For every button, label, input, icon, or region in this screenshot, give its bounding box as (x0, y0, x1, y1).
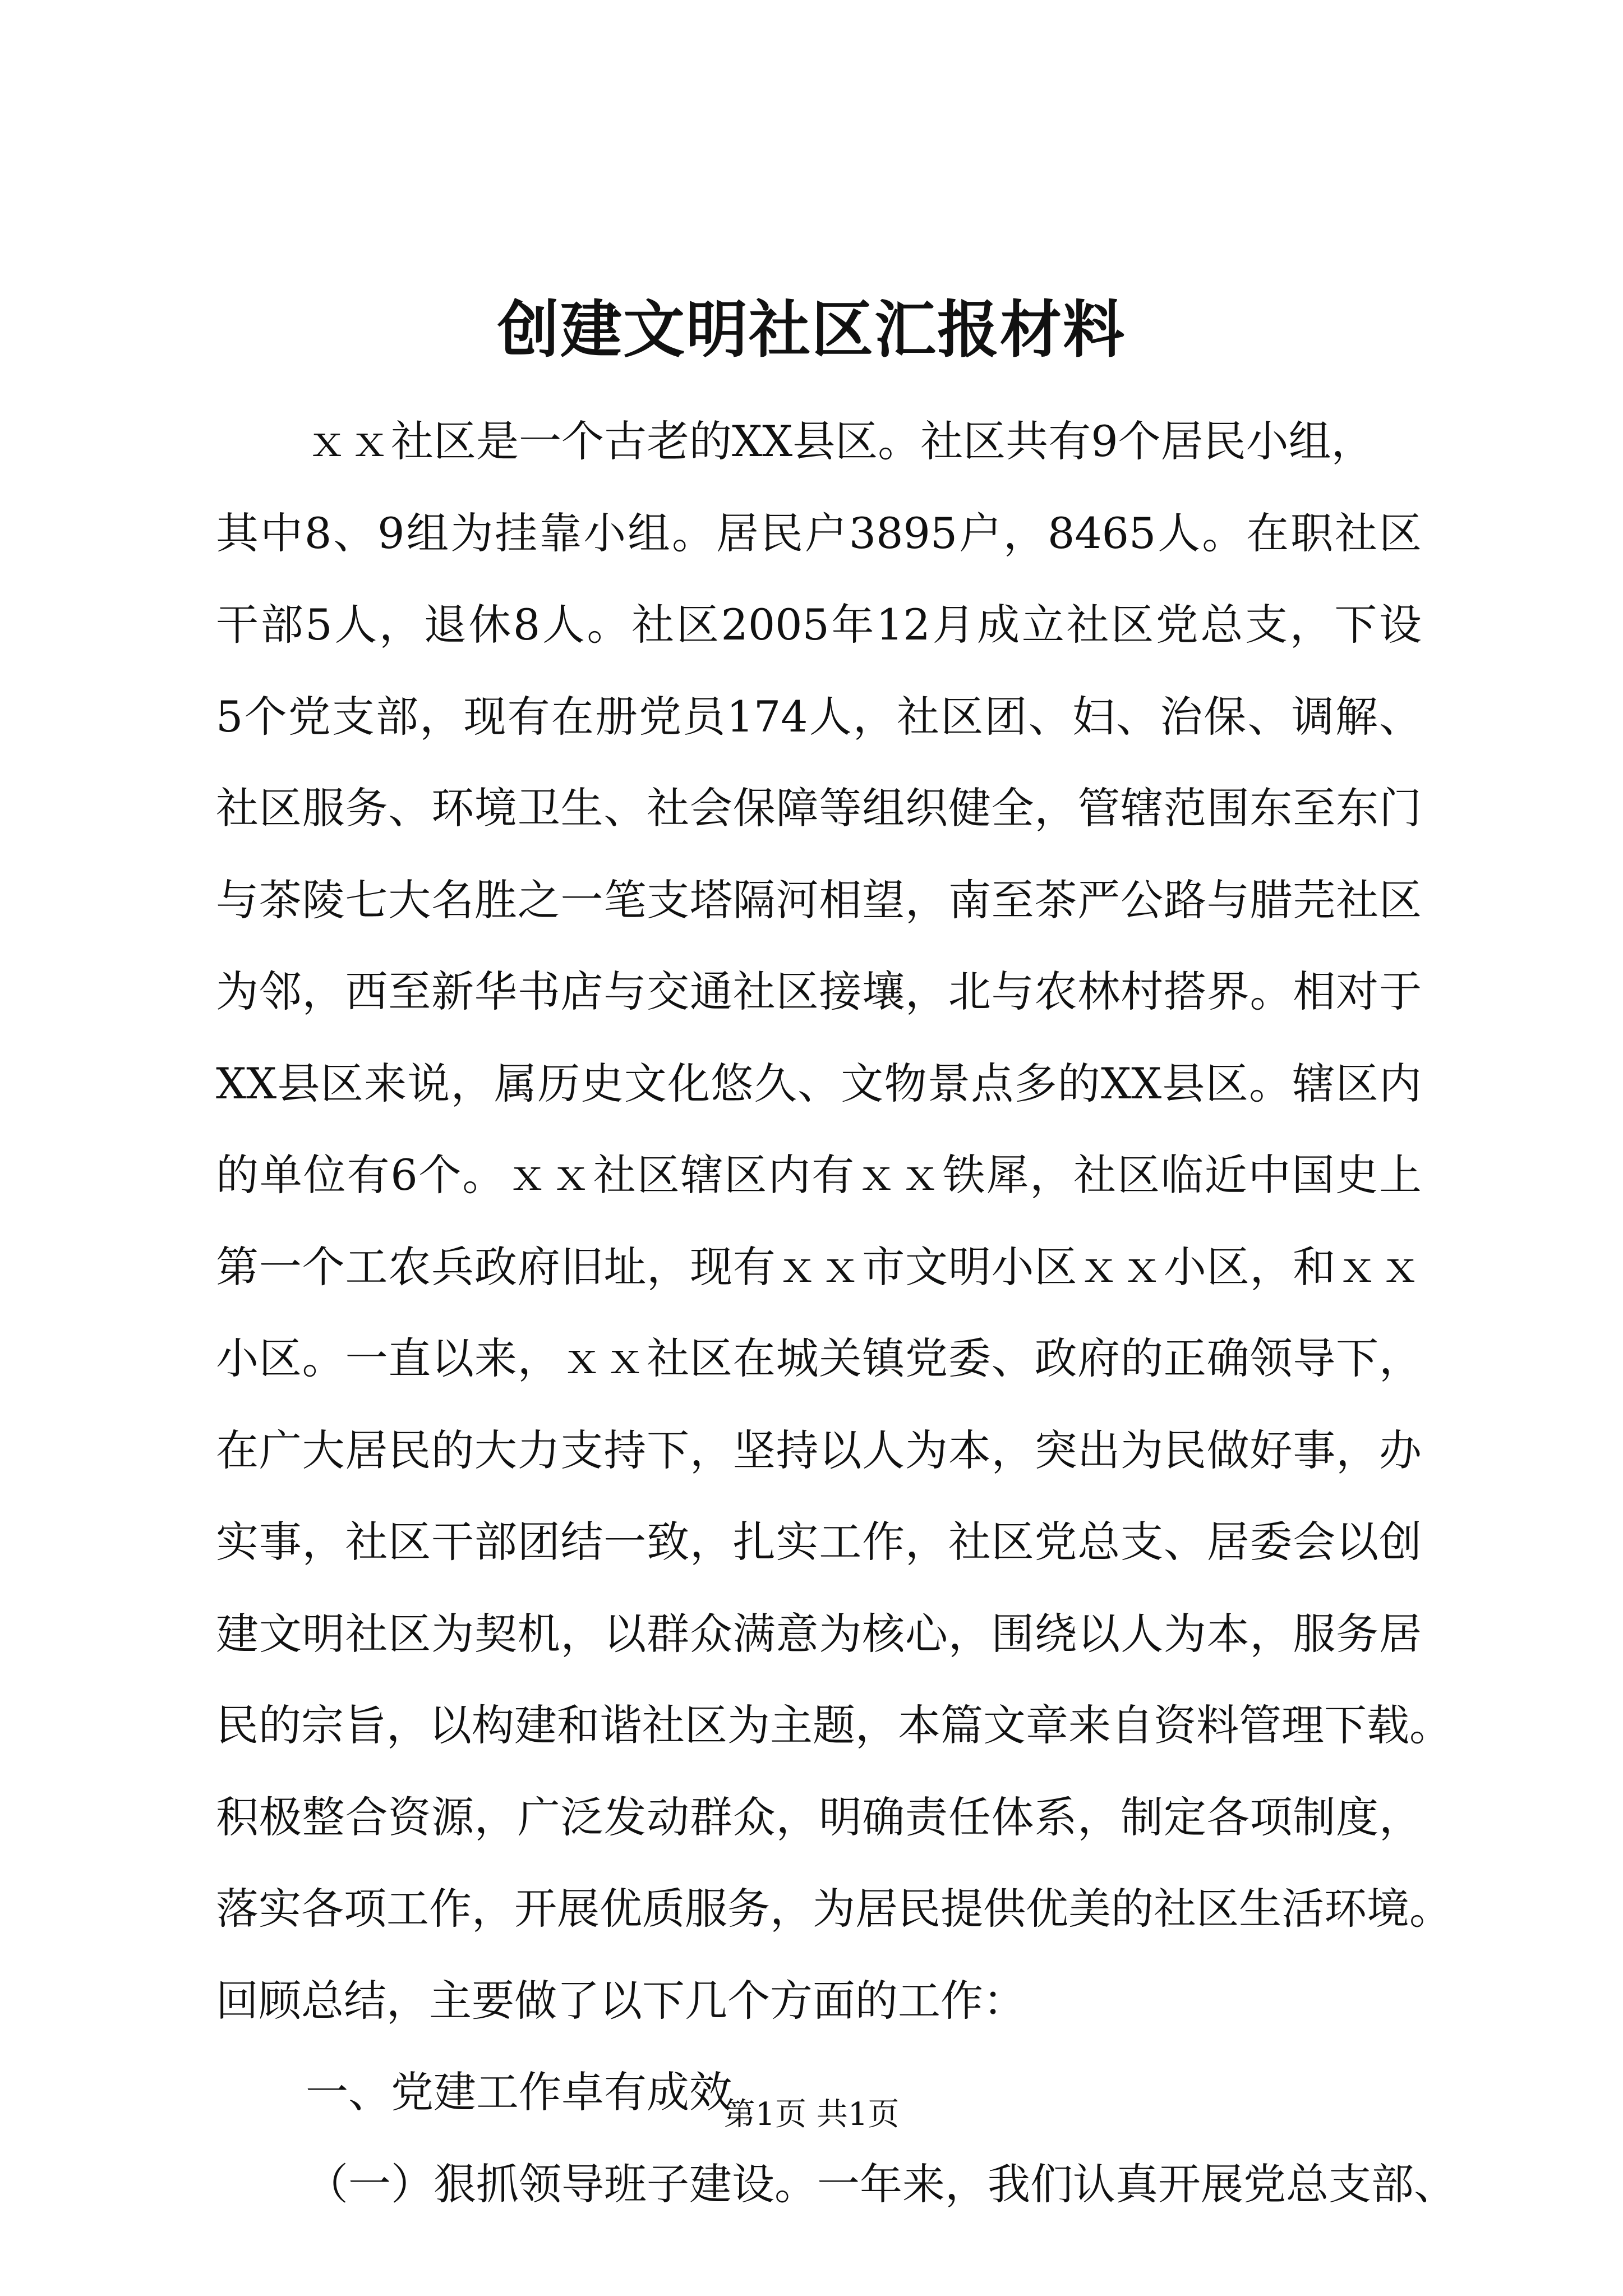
document-title: 创建文明社区汇报材料 (497, 293, 1126, 366)
paragraph-line: 社区服务、环境卫生、社会保障等组织健全，管辖范围东至东门 (216, 783, 1422, 833)
paragraph-line: 的单位有6个。ｘｘ社区辖区内有ｘｘ铁犀，社区临近中国史上 (216, 1150, 1422, 1200)
section-heading: 一、党建工作卓有成效 (306, 2067, 732, 2117)
paragraph-line: 落实各项工作，开展优质服务，为居民提供优美的社区生活环境。 (216, 1884, 1452, 1934)
paragraph-line: 小区。一直以来，ｘｘ社区在城关镇党委、政府的正确领导下， (216, 1333, 1422, 1383)
paragraph-line: 积极整合资源，广泛发动群众，明确责任体系，制定各项制度， (216, 1792, 1422, 1842)
paragraph-line: 第一个工农兵政府旧址，现有ｘｘ市文明小区ｘｘ小区，和ｘｘ (216, 1241, 1422, 1292)
paragraph-line: XX县区来说，属历史文化悠久、文物景点多的XX县区。辖区内 (216, 1058, 1422, 1108)
page-footer: 第1页 共1页 (723, 2096, 900, 2133)
paragraph-line: 回顾总结，主要做了以下几个方面的工作： (216, 1975, 1026, 2026)
paragraph-line: 5个党支部，现有在册党员174人，社区团、妇、治保、调解、 (216, 691, 1422, 742)
paragraph-line: 民的宗旨，以构建和谐社区为主题，本篇文章来自资料管理下载。 (216, 1700, 1452, 1750)
paragraph-line: 建文明社区为契机，以群众满意为核心，围绕以人为本，服务居 (216, 1608, 1422, 1659)
paragraph-line: 为邻，西至新华书店与交通社区接壤，北与农林村搭界。相对于 (216, 967, 1422, 1016)
paragraph-line: ｘｘ社区是一个古老的XX县区。社区共有9个居民小组， (306, 416, 1374, 466)
paragraph-line: 干部5人，退休8人。社区2005年12月成立社区党总支，下设 (216, 600, 1422, 650)
paragraph-line: 与茶陵七大名胜之一笔支塔隔河相望，南至茶严公路与腊芫社区 (216, 875, 1422, 925)
document-body (216, 395, 1456, 2230)
paragraph-line: 在广大居民的大力支持下，坚持以人为本，突出为民做好事，办 (216, 1425, 1422, 1475)
paragraph-line: 实事，社区干部团结一致，扎实工作，社区党总支、居委会以创 (216, 1517, 1422, 1567)
paragraph-line: （一）狠抓领导班子建设。一年来，我们认真开展党总支部、 (306, 2159, 1456, 2209)
paragraph-line: 其中8、9组为挂靠小组。居民户3895户，8465人。在职社区 (216, 508, 1422, 558)
